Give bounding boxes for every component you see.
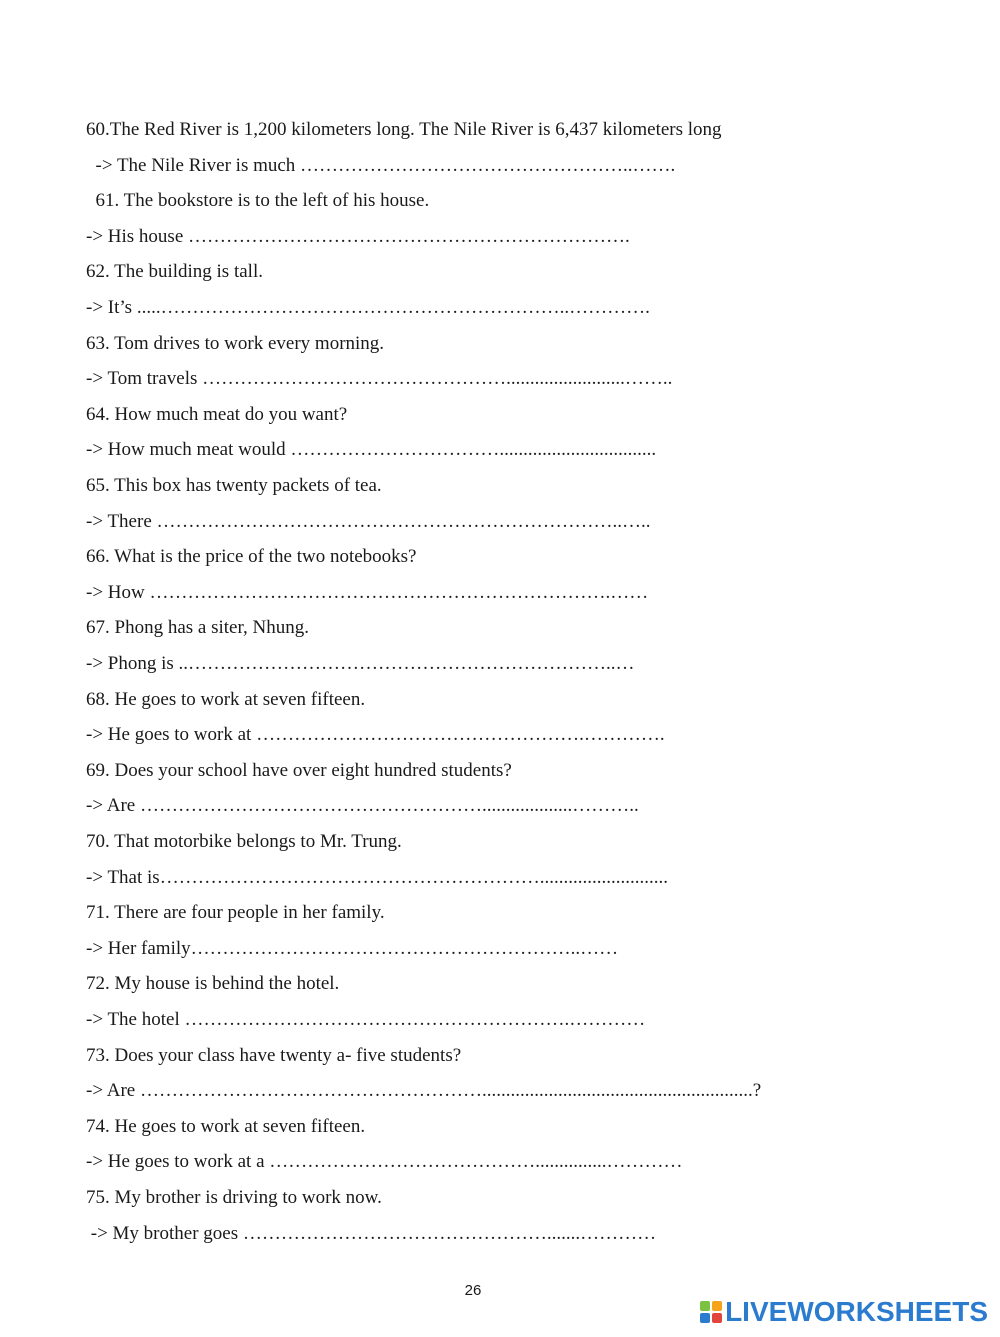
liveworksheets-logo-icon xyxy=(700,1301,722,1323)
answer-line: -> Phong is ..…………………………………………………………..… xyxy=(86,653,635,674)
answer-line: -> He goes to work at …………………………………………….…………. xyxy=(86,724,665,746)
question-line: 69. Does your school have over eight hundred students? xyxy=(86,759,512,781)
answer-line: -> Her family……………………………………………………..…… xyxy=(86,937,619,959)
answer-line: -> It’s .....………………………………………………………..…………. xyxy=(86,297,650,318)
question-line: 67. Phong has a siter, Nhung. xyxy=(86,617,309,639)
answer-line: -> He goes to work at a ……………………………………...............………… xyxy=(86,1151,683,1173)
liveworksheets-logo xyxy=(700,1296,988,1328)
question-line: 75. My brother is driving to work now. xyxy=(86,1187,382,1208)
question-line: 60.The Red River is 1,200 kilometers long. The Nile River is 6,437 kilometers long xyxy=(86,119,722,140)
question-line: 61. The bookstore is to the left of his house. xyxy=(86,190,430,212)
question-line: 71. There are four people in her family. xyxy=(86,902,385,924)
answer-line: -> Tom travels ………………………………………….........................…….. xyxy=(86,368,673,390)
question-line: 73. Does your class have twenty a- five students? xyxy=(86,1044,462,1066)
question-line: 74. He goes to work at seven fifteen. xyxy=(86,1115,366,1137)
answer-line: -> The Nile River is much ……………………………………………..……. xyxy=(86,154,676,176)
answer-line: -> His house ……………………………………………………………. xyxy=(86,225,630,247)
question-line: 63. Tom drives to work every morning. xyxy=(86,332,385,354)
answer-line: -> My brother goes ………………………………………….......………… xyxy=(86,1222,657,1244)
question-line: 62. The building is tall. xyxy=(86,261,263,283)
answer-line: -> The hotel …………………………………………………….………… xyxy=(86,1009,646,1030)
answer-line: -> Are ……………………………………………….........................................................? xyxy=(86,1080,762,1102)
question-line: 72. My house is behind the hotel. xyxy=(86,973,340,995)
question-line: 68. He goes to work at seven fifteen. xyxy=(86,688,366,710)
question-line: 64. How much meat do you want? xyxy=(86,403,348,425)
question-line: 66. What is the price of the two notebooks? xyxy=(86,546,417,568)
question-line: 65. This box has twenty packets of tea. xyxy=(86,475,382,496)
answer-line: -> There ………………………………………………………………..….. xyxy=(86,510,651,532)
answer-line: -> That is……………………………………………………........................... xyxy=(86,866,668,888)
page-number: 26 xyxy=(464,1282,482,1299)
question-line: 70. That motorbike belongs to Mr. Trung. xyxy=(86,831,402,852)
logo-text: LIVEWORKSHEETS xyxy=(725,1296,988,1327)
answer-line: -> Are ………………………………………………...................……….. xyxy=(86,795,639,817)
answer-line: -> How much meat would ……………………………................................. xyxy=(86,439,657,461)
answer-line: -> How ……………………………………………………………….…… xyxy=(86,581,649,603)
